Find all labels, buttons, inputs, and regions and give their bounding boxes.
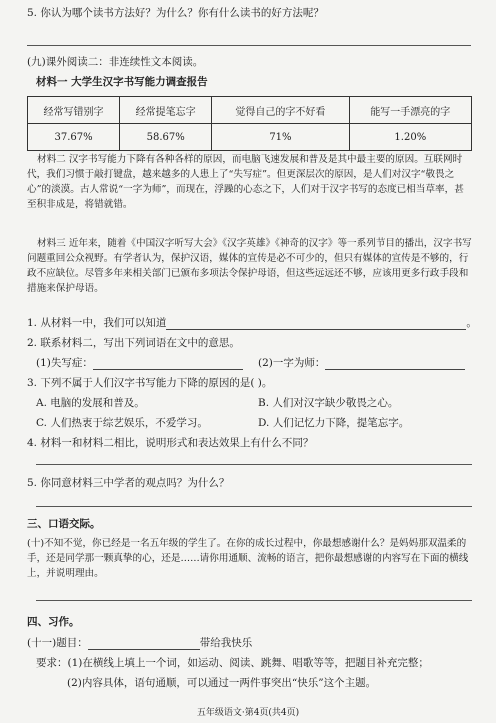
table-cell: 1.20%: [349, 124, 471, 151]
table-header: 能写一手漂亮的字: [349, 97, 471, 124]
survey-table: [27, 96, 472, 151]
answer-line[interactable]: [36, 600, 472, 601]
question-5-previous: 5. 你认为哪个读书方法好？为什么？你有什么读书的好方法呢？: [27, 7, 324, 19]
answer-line[interactable]: [27, 45, 471, 46]
question-4: 4. 材料一和材料二相比，说明形式和表达效果上有什么不同？: [27, 437, 314, 449]
essay-prompt-suffix: 带给我快乐: [199, 637, 253, 649]
table-cell: 37.67%: [28, 124, 120, 151]
question-2b: [258, 356, 465, 370]
option-d[interactable]: D. 人们记忆力下降，提笔忘字。: [258, 417, 410, 429]
essay-requirement-2: (2)内容具体，语句通顺，可以通过一两件事突出“快乐”这个主题。: [67, 677, 377, 689]
essay-prompt: [27, 636, 252, 650]
essay-title-blank[interactable]: [88, 638, 200, 650]
section-9-title: (九)课外阅读二：非连续性文本阅读。: [27, 56, 204, 68]
question-2b-blank[interactable]: [325, 358, 465, 370]
question-2a: [36, 356, 243, 370]
section-3-body: (十)不知不觉，你已经是一名五年级的学生了。在你的成长过程中，你最想感谢什么？是妈妈那双温柔的手，还是同学那一颗真挚的心，还是……请你用通顺、流畅的语言，把你最想感谢的内容写在下面的横线上，并说明理由。: [27, 538, 469, 579]
question-2a-blank[interactable]: [93, 358, 243, 370]
essay-requirement-1: 要求：(1)在横线上填上一个词，如运动、阅读、跳舞、唱歌等等，把题目补充完整；: [36, 657, 429, 669]
question-1: 1. 从材料一中，我们可以知道 。: [27, 317, 477, 329]
question-5: 5. 你同意材料三中学者的观点吗？为什么？: [27, 477, 230, 489]
table-cell: 58.67%: [120, 124, 212, 151]
question-2a-text: (1)失写症：: [36, 357, 93, 369]
table-header: 经常提笔忘字: [120, 97, 212, 124]
question-2: 2. 联系材料二，写出下列词语在文中的意思。: [27, 337, 240, 349]
essay-prompt-prefix: (十一)题目：: [27, 637, 88, 649]
material-3: 材料三 近年来，随着《中国汉字听写大会》《汉字英雄》《神奇的汉字》等一系列节目的播出，汉字书写问题重回公众视野。有学者认为，保护汉语，媒体的宣传是必不可少的，但只有媒体的宣传是不够的，行政不应缺位。尽管多年来相关部门已颁布多项法令保护母语，但这些远远还不够，应该用更多行政手段和措施来保护母语。: [27, 238, 472, 294]
question-1-blank[interactable]: [166, 318, 466, 330]
question-3: 3. 下列不属于人们汉字书写能力下降的原因的是( )。: [27, 377, 273, 389]
option-a[interactable]: A. 电脑的发展和普及。: [36, 397, 145, 409]
material-2: 材料二 汉字书写能力下降有各种各样的原因，而电脑飞速发展和普及是其中最主要的原因。互联网时代，我们习惯于敲打键盘，越来越多的人患上了“失写症”。但更深层次的原因，是人们对汉字“敬畏之心”的淡漠。古人常说“一字为师”，而现在，浮躁的心态之下，人们对于汉字书写的态度已相当草率，甚至积非成是，将错就错。: [27, 154, 464, 210]
page-footer: 五年级语文·第4页(共4页): [196, 708, 300, 718]
section-3-title: 三、口语交际。: [27, 518, 101, 530]
question-1-text: 1. 从材料一中，我们可以知道: [27, 317, 167, 329]
table-header: 觉得自己的字不好看: [212, 97, 349, 124]
option-c[interactable]: C. 人们热衷于综艺娱乐，不爱学习。: [36, 417, 208, 429]
section-4-title: 四、习作。: [27, 616, 80, 628]
question-2b-text: (2)一字为师：: [258, 357, 326, 369]
table-cell: 71%: [212, 124, 349, 151]
material-1-title: 材料一 大学生汉字书写能力调查报告: [36, 76, 208, 88]
answer-line[interactable]: [36, 506, 472, 507]
option-b[interactable]: B. 人们对汉字缺少敬畏之心。: [258, 397, 399, 409]
answer-line[interactable]: [36, 464, 472, 465]
table-header: 经常写错别字: [28, 97, 120, 124]
